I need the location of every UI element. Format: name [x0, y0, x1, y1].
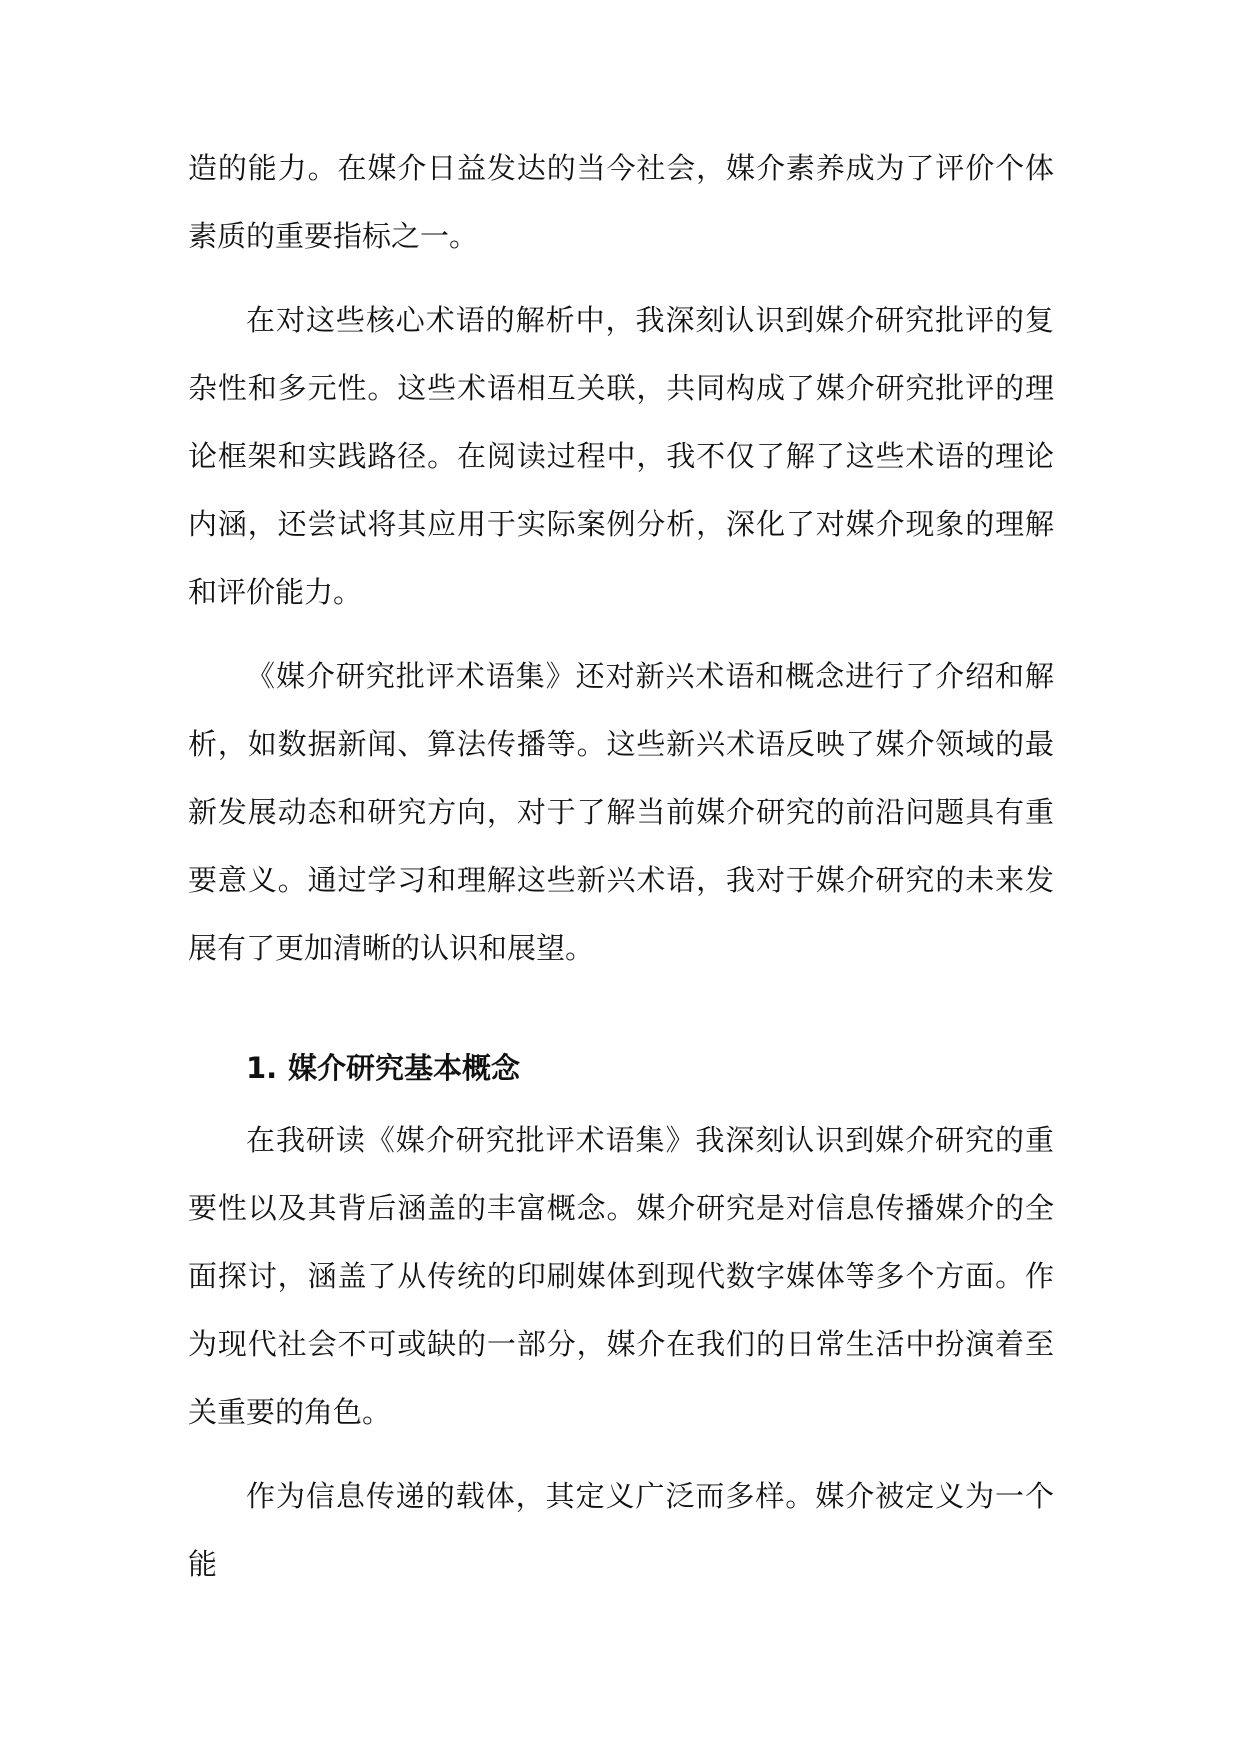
section-title: 媒介研究基本概念	[288, 1051, 521, 1085]
paragraph-media-definition: 作为信息传递的载体，其定义广泛而多样。媒介被定义为一个能	[188, 1479, 1054, 1581]
section-heading	[188, 1044, 1054, 1092]
paragraph-media-study: 在我研读《媒介研究批评术语集》我深刻认识到媒介研究的重要性以及其背后涵盖的丰富概念。媒介研究是对信息传播媒介的全面探讨，涵盖了从传统的印刷媒体到现代数字媒体等多个方面。作为现代社会不可或缺的一部分，媒介在我们的日常生活中扮演着至关重要的角色。	[188, 1123, 1054, 1429]
document-page	[188, 134, 1054, 1598]
paragraph-core-terms: 在对这些核心术语的解析中，我深刻认识到媒介研究批评的复杂性和多元性。这些术语相互关联，共同构成了媒介研究批评的理论框架和实践路径。在阅读过程中，我不仅了解了这些术语的理论内涵，还尝试将其应用于实际案例分析，深化了对媒介现象的理解和评价能力。	[188, 303, 1054, 609]
paragraph-emerging-terms: 《媒介研究批评术语集》还对新兴术语和概念进行了介绍和解析，如数据新闻、算法传播等。这些新兴术语反映了媒介领域的最新发展动态和研究方向，对于了解当前媒介研究的前沿问题具有重要意义。通过学习和理解这些新兴术语，我对于媒介研究的未来发展有了更加清晰的认识和展望。	[188, 659, 1054, 965]
section-number: 1.	[246, 1051, 278, 1085]
paragraph-continued: 造的能力。在媒介日益发达的当今社会，媒介素养成为了评价个体素质的重要指标之一。	[188, 151, 1054, 253]
